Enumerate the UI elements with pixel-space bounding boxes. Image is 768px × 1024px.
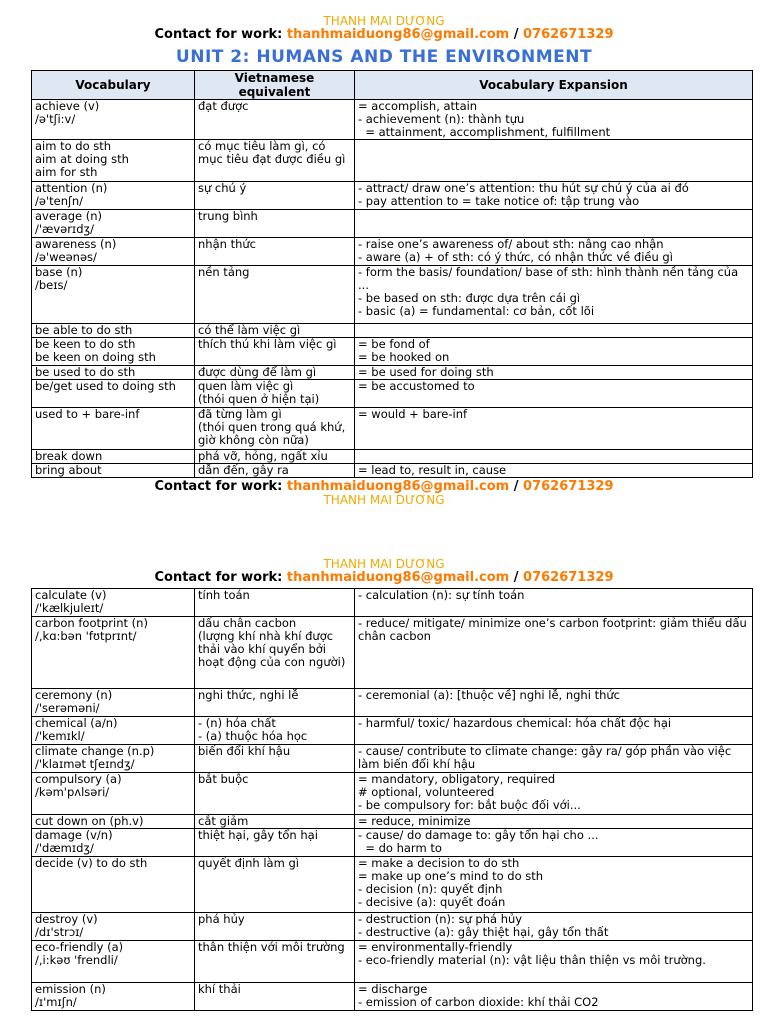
vietnamese-cell-line: sự chú ý <box>198 181 247 195</box>
vocab-cell-line: damage (v/n) <box>35 829 113 842</box>
vocab-cell-line: aim at doing sth <box>35 153 129 166</box>
vietnamese-cell <box>195 210 355 238</box>
table-row <box>32 266 753 324</box>
page-2-contact-email[interactable]: thanhmaiduong86@gmail.com <box>286 570 510 585</box>
contact-email[interactable]: thanhmaiduong86@gmail.com <box>286 27 510 42</box>
page-2-contact-line <box>0 571 768 585</box>
page-2-author-name: THANH MAI DƯƠNG <box>323 557 445 571</box>
vietnamese-cell-line: nghi thức, nghi lễ <box>198 688 299 702</box>
table-row <box>32 689 753 717</box>
vocab-cell-line: /'kemɪkl/ <box>35 730 85 743</box>
vocab-cell <box>32 913 195 941</box>
expansion-cell <box>355 857 753 913</box>
vietnamese-cell <box>195 689 355 717</box>
vocab-cell-line: average (n) <box>35 210 102 223</box>
expansion-cell <box>355 266 753 324</box>
expansion-cell <box>355 182 753 210</box>
expansion-cell-line: = would + bare-inf <box>358 407 468 421</box>
vietnamese-cell <box>195 815 355 829</box>
contact-label: Contact for work: <box>154 27 287 42</box>
expansion-cell-line: = be accustomed to <box>358 379 475 393</box>
expansion-cell <box>355 408 753 450</box>
vietnamese-cell-line: dẫn đến, gây ra <box>198 463 289 477</box>
expansion-cell-line: = be fond of <box>358 337 430 351</box>
vietnamese-cell-line: cắt giảm <box>198 814 249 828</box>
expansion-cell <box>355 983 753 1011</box>
vocab-cell <box>32 266 195 324</box>
expansion-cell-line: - ceremonial (a): [thuộc về] nghi lễ, nghi thức <box>358 688 620 702</box>
vietnamese-cell-line: quen làm việc gì <box>198 379 294 393</box>
page-footer-1 <box>0 480 768 507</box>
table-row <box>32 815 753 829</box>
vocab-cell-line: ceremony (n) <box>35 689 113 702</box>
table-row <box>32 983 753 1011</box>
table-row <box>32 238 753 266</box>
vocab-cell <box>32 773 195 815</box>
expansion-cell <box>355 717 753 745</box>
vocab-cell-line: be/get used to doing sth <box>35 380 176 393</box>
vocab-cell <box>32 829 195 857</box>
vietnamese-cell-line: phá vỡ, hỏng, ngất xỉu <box>198 449 328 463</box>
expansion-cell <box>355 941 753 983</box>
vocab-cell-line: emission (n) <box>35 983 106 996</box>
expansion-cell <box>355 589 753 617</box>
vietnamese-cell <box>195 266 355 324</box>
vocab-cell <box>32 450 195 464</box>
expansion-cell-line: # optional, volunteered <box>358 785 495 799</box>
footer-contact-label: Contact for work: <box>154 479 287 494</box>
vietnamese-cell <box>195 324 355 338</box>
expansion-cell-line: - destructive (a): gây thiệt hại, gây tổn thất <box>358 925 609 939</box>
expansion-cell-line: - eco-friendly material (n): vật liệu thân thiện vs môi trường. <box>358 953 706 967</box>
table-row <box>32 380 753 408</box>
expansion-cell <box>355 689 753 717</box>
expansion-cell <box>355 366 753 380</box>
vocab-cell <box>32 210 195 238</box>
page-2-contact-label: Contact for work: <box>154 570 287 585</box>
vocab-cell-line: be used to do sth <box>35 366 136 379</box>
expansion-cell <box>355 450 753 464</box>
header-vietnamese: Vietnamese equivalent <box>195 71 355 100</box>
table-row <box>32 100 753 140</box>
vocab-cell-line: /'serəməni/ <box>35 702 100 715</box>
table-row <box>32 140 753 182</box>
vocab-cell-line: aim for sth <box>35 166 98 179</box>
vietnamese-cell <box>195 464 355 478</box>
expansion-cell <box>355 324 753 338</box>
vocab-cell-line: be able to do sth <box>35 324 133 337</box>
contact-phone[interactable]: 0762671329 <box>523 27 614 42</box>
expansion-cell-line: = attainment, accomplishment, fulfillment <box>358 125 611 139</box>
expansion-cell <box>355 238 753 266</box>
vocab-cell <box>32 324 195 338</box>
vietnamese-cell-line: - (a) thuộc hóa học <box>198 729 308 743</box>
table-row <box>32 617 753 689</box>
vocab-cell-line: /ə'weənəs/ <box>35 251 97 264</box>
vocab-cell-line: awareness (n) <box>35 238 117 251</box>
vocab-cell-line: /,i:kəʊ 'frendli/ <box>35 954 118 967</box>
contact-separator: / <box>509 27 524 42</box>
expansion-cell-line: - harmful/ toxic/ hazardous chemical: hóa chất độc hại <box>358 716 672 730</box>
table-header-row <box>32 71 753 100</box>
vocab-cell-line: /ɪ'mɪʃn/ <box>35 996 77 1009</box>
vocab-cell-line: /dɪ'strɔɪ/ <box>35 926 84 939</box>
vietnamese-cell-line: (thói quen trong quá khứ, giờ không còn nữa) <box>198 420 346 447</box>
table-row <box>32 589 753 617</box>
table-row <box>32 857 753 913</box>
vietnamese-cell-line: bắt buộc <box>198 772 249 786</box>
vietnamese-cell <box>195 829 355 857</box>
vocab-cell <box>32 689 195 717</box>
vocab-table-1 <box>31 70 753 478</box>
expansion-cell <box>355 829 753 857</box>
table-row <box>32 182 753 210</box>
vocab-cell-line: eco-friendly (a) <box>35 941 124 954</box>
vietnamese-cell-line: đạt được <box>198 99 249 113</box>
expansion-cell-line: - reduce/ mitigate/ minimize one’s carbon footprint: giảm thiểu dấu chân cacbon <box>358 616 751 643</box>
table-row <box>32 717 753 745</box>
expansion-cell-line: - decision (n): quyết định <box>358 882 503 896</box>
vocab-cell-line: /'dæmɪdʒ/ <box>35 842 94 855</box>
expansion-cell-line: - basic (a) = fundamental: cơ bản, cốt lõi <box>358 304 595 318</box>
expansion-cell-line: - be compulsory for: bắt buộc đối với... <box>358 798 581 812</box>
vocab-cell <box>32 815 195 829</box>
vocab-cell-line: achieve (v) <box>35 100 100 113</box>
vocab-cell-line: /ə'tenʃn/ <box>35 195 84 208</box>
vocab-cell <box>32 100 195 140</box>
vietnamese-cell <box>195 913 355 941</box>
vocab-cell <box>32 464 195 478</box>
vocab-cell <box>32 182 195 210</box>
vietnamese-cell <box>195 338 355 366</box>
expansion-cell-line: = lead to, result in, cause <box>358 463 507 477</box>
vocab-cell <box>32 380 195 408</box>
vietnamese-cell-line: dấu chân cacbon <box>198 616 297 630</box>
expansion-cell <box>355 100 753 140</box>
vocab-cell <box>32 338 195 366</box>
footer-author-name: THANH MAI DƯƠNG <box>323 493 445 507</box>
expansion-cell <box>355 464 753 478</box>
header-vocabulary: Vocabulary <box>32 71 195 100</box>
vocab-cell <box>32 589 195 617</box>
vocab-cell-line: be keen to do sth <box>35 338 136 351</box>
expansion-cell-line: - cause/ do damage to: gây tổn hại cho ... <box>358 828 599 842</box>
vocab-cell <box>32 745 195 773</box>
vocab-cell <box>32 140 195 182</box>
expansion-cell <box>355 913 753 941</box>
vietnamese-cell <box>195 857 355 913</box>
vietnamese-cell-line: nhận thức <box>198 237 256 251</box>
vocab-cell-line: chemical (a/n) <box>35 717 118 730</box>
contact-line <box>0 28 768 42</box>
vocab-cell-line: used to + bare-inf <box>35 408 140 421</box>
table-body-2 <box>32 589 753 1011</box>
vocab-cell-line: /kəm'pʌlsəri/ <box>35 786 110 799</box>
vietnamese-cell <box>195 238 355 266</box>
expansion-cell <box>355 380 753 408</box>
expansion-cell <box>355 815 753 829</box>
expansion-cell-line: = make up one’s mind to do sth <box>358 869 544 883</box>
table-row <box>32 773 753 815</box>
header-expansion: Vocabulary Expansion <box>355 71 753 100</box>
vietnamese-cell <box>195 140 355 182</box>
vocab-cell-line: decide (v) to do sth <box>35 857 148 870</box>
table-body-1 <box>32 100 753 478</box>
expansion-cell <box>355 617 753 689</box>
vietnamese-cell <box>195 773 355 815</box>
page-2-header <box>0 558 768 585</box>
footer-contact-email[interactable]: thanhmaiduong86@gmail.com <box>286 479 510 494</box>
vietnamese-cell-line: quyết định làm gì <box>198 856 299 870</box>
table-row <box>32 745 753 773</box>
table-row <box>32 366 753 380</box>
vocab-cell-line: /'klaɪmət tʃeɪndʒ/ <box>35 758 135 771</box>
vocab-cell-line: break down <box>35 450 103 463</box>
vietnamese-cell <box>195 450 355 464</box>
vietnamese-cell-line: biến đổi khí hậu <box>198 744 291 758</box>
expansion-cell-line: - pay attention to = take notice of: tập trung vào <box>358 194 640 208</box>
expansion-cell-line: = be hooked on <box>358 350 450 364</box>
expansion-cell-line: - cause/ contribute to climate change: gây ra/ góp phần vào việc làm biến đổi khí hậu <box>358 744 735 771</box>
expansion-cell-line: - aware (a) + of sth: có ý thức, có nhận thức về điều gì <box>358 250 673 264</box>
vietnamese-cell-line: tính toán <box>198 588 250 602</box>
vietnamese-cell <box>195 589 355 617</box>
vocab-cell-line: be keen on doing sth <box>35 351 156 364</box>
vietnamese-cell-line: có mục tiêu làm gì, có mục tiêu đạt được điều gì <box>198 139 346 166</box>
vocab-cell-line: attention (n) <box>35 182 108 195</box>
vocab-cell <box>32 617 195 689</box>
expansion-cell-line: - achievement (n): thành tựu <box>358 112 525 126</box>
vietnamese-cell-line: thân thiện với môi trường <box>198 940 345 954</box>
expansion-cell <box>355 745 753 773</box>
vocab-cell-line: compulsory (a) <box>35 773 122 786</box>
table-row <box>32 829 753 857</box>
expansion-cell-line: - calculation (n): sự tính toán <box>358 588 525 602</box>
vietnamese-cell <box>195 983 355 1011</box>
vietnamese-cell-line: thiệt hại, gây tổn hại <box>198 828 318 842</box>
vocab-cell-line: bring about <box>35 464 102 477</box>
vietnamese-cell-line: (lượng khí nhà khí được thải vào khí quyển bởi hoạt động của con người) <box>198 629 346 669</box>
vietnamese-cell <box>195 182 355 210</box>
page-header-top <box>0 0 768 68</box>
vocab-cell-line: aim to do sth <box>35 140 112 153</box>
vocab-cell-line: base (n) <box>35 266 83 279</box>
expansion-cell-line: = mandatory, obligatory, required <box>358 772 556 786</box>
expansion-cell-line: - destruction (n): sự phá hủy <box>358 912 523 926</box>
vietnamese-cell-line: thích thú khi làm việc gì <box>198 337 337 351</box>
vietnamese-cell <box>195 745 355 773</box>
vietnamese-cell <box>195 366 355 380</box>
vietnamese-cell-line: - (n) hóa chất <box>198 716 276 730</box>
expansion-cell-line: = accomplish, attain <box>358 99 478 113</box>
vietnamese-cell-line: có thể làm việc gì <box>198 323 301 337</box>
table-row <box>32 450 753 464</box>
table-row <box>32 324 753 338</box>
vocab-cell-line: destroy (v) <box>35 913 98 926</box>
page-1 <box>0 0 768 507</box>
expansion-cell-line: = environmentally-friendly <box>358 940 513 954</box>
vietnamese-cell <box>195 617 355 689</box>
expansion-cell <box>355 210 753 238</box>
table-row <box>32 913 753 941</box>
vietnamese-cell <box>195 941 355 983</box>
vocab-cell <box>32 941 195 983</box>
vietnamese-cell <box>195 408 355 450</box>
vocab-table-2 <box>31 588 753 1011</box>
table-row <box>32 338 753 366</box>
vietnamese-cell-line: được dùng để làm gì <box>198 365 317 379</box>
footer-contact-phone[interactable]: 0762671329 <box>523 479 614 494</box>
expansion-cell-line: = discharge <box>358 982 428 996</box>
expansion-cell-line: - raise one’s awareness of/ about sth: nâng cao nhận <box>358 237 664 251</box>
vocab-cell-line: /'ævərɪdʒ/ <box>35 223 95 236</box>
vocab-cell-line: carbon footprint (n) <box>35 617 148 630</box>
vietnamese-cell <box>195 717 355 745</box>
vocab-cell-line: /ə'tʃi:v/ <box>35 113 76 126</box>
vocab-cell <box>32 408 195 450</box>
vocab-cell-line: /,kɑ:bən 'fʊtprɪnt/ <box>35 630 137 643</box>
table-row <box>32 210 753 238</box>
expansion-cell <box>355 338 753 366</box>
vietnamese-cell-line: đã từng làm gì <box>198 407 282 421</box>
vietnamese-cell-line: (thói quen ở hiện tại) <box>198 392 320 406</box>
vietnamese-cell-line: khí thải <box>198 982 241 996</box>
page-2-contact-phone[interactable]: 0762671329 <box>523 570 614 585</box>
vietnamese-cell <box>195 380 355 408</box>
footer-contact-line <box>0 480 768 494</box>
vocab-cell <box>32 983 195 1011</box>
vietnamese-cell-line: phá hủy <box>198 912 245 926</box>
expansion-cell-line: = make a decision to do sth <box>358 856 520 870</box>
vocab-cell-line: calculate (v) <box>35 589 107 602</box>
unit-title: UNIT 2: HUMANS AND THE ENVIRONMENT <box>175 47 593 67</box>
table-row <box>32 941 753 983</box>
table-row <box>32 464 753 478</box>
page-2-contact-separator: / <box>509 570 524 585</box>
expansion-cell <box>355 773 753 815</box>
vocab-cell-line: /'kælkjuleɪt/ <box>35 602 104 615</box>
expansion-cell <box>355 140 753 182</box>
vietnamese-cell-line: nền tảng <box>198 265 250 279</box>
author-name: THANH MAI DƯƠNG <box>323 14 445 28</box>
vocab-cell <box>32 717 195 745</box>
vietnamese-cell <box>195 100 355 140</box>
expansion-cell-line: - emission of carbon dioxide: khí thải CO2 <box>358 995 599 1009</box>
vietnamese-cell-line: trung bình <box>198 209 258 223</box>
expansion-cell-line: = do harm to <box>358 841 442 855</box>
vocab-cell <box>32 238 195 266</box>
footer-contact-separator: / <box>509 479 524 494</box>
expansion-cell-line: = be used for doing sth <box>358 365 494 379</box>
vocab-cell-line: /beɪs/ <box>35 279 68 292</box>
page-2 <box>0 558 768 1011</box>
expansion-cell-line: - be based on sth: được dựa trên cái gì <box>358 291 581 305</box>
vocab-cell-line: cut down on (ph.v) <box>35 815 144 828</box>
expansion-cell-line: = reduce, minimize <box>358 814 471 828</box>
vocab-cell <box>32 366 195 380</box>
expansion-cell-line: - form the basis/ foundation/ base of sth: hình thành nền tảng của ... <box>358 265 742 292</box>
expansion-cell-line: - decisive (a): quyết đoán <box>358 895 506 909</box>
expansion-cell-line: - attract/ draw one’s attention: thu hút sự chú ý của ai đó <box>358 181 689 195</box>
table-row <box>32 408 753 450</box>
vocab-cell <box>32 857 195 913</box>
vocab-cell-line: climate change (n.p) <box>35 745 155 758</box>
